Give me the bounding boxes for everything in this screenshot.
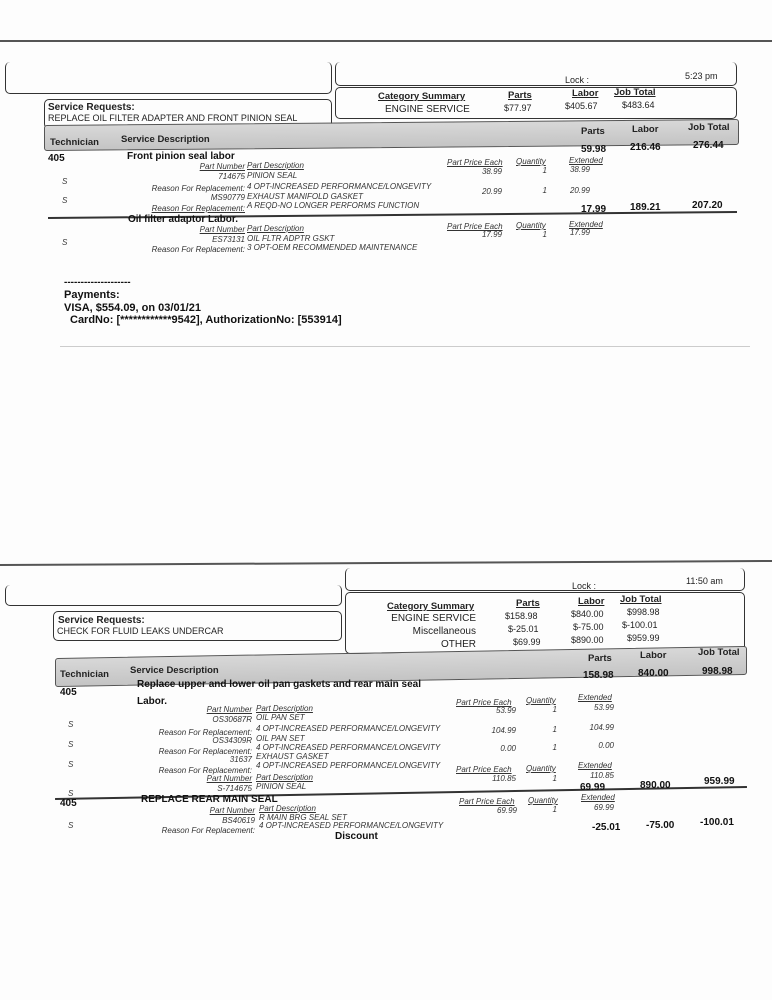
category-labor: $-75.00 bbox=[573, 622, 604, 632]
reason: 4 OPT-INCREASED PERFORMANCE/LONGEVITY bbox=[256, 724, 441, 733]
page-edge-line bbox=[0, 40, 772, 42]
part-description-label: Part Description bbox=[247, 224, 304, 233]
category-name: OTHER bbox=[441, 639, 476, 650]
part-price: 53.99 bbox=[495, 706, 516, 715]
job-total-header: Job Total bbox=[688, 122, 730, 133]
category-parts: $69.99 bbox=[513, 637, 541, 647]
category-name: Miscellaneous bbox=[412, 626, 476, 637]
service-description-header: Service Description bbox=[130, 665, 219, 676]
part-price: 17.99 bbox=[481, 230, 502, 239]
price-each-label: Part Price Each bbox=[447, 158, 503, 167]
job-total-header: Job Total bbox=[698, 647, 740, 658]
part-status: S bbox=[68, 740, 74, 749]
part-number: 31637 bbox=[229, 755, 252, 764]
part-price: 0.00 bbox=[500, 744, 516, 753]
header-box-right bbox=[335, 62, 737, 86]
part-number: OS34309R bbox=[212, 736, 252, 745]
discount-parts: -25.01 bbox=[592, 822, 621, 833]
payments-title: Payments: bbox=[64, 289, 120, 301]
part-price: 38.99 bbox=[481, 167, 502, 176]
part-qty: 1 bbox=[552, 743, 557, 752]
part-extended: 0.00 bbox=[598, 741, 614, 750]
part-price: 20.99 bbox=[481, 187, 502, 196]
quantity-label: Quantity bbox=[526, 764, 556, 773]
job-total-heading: Job Total bbox=[620, 594, 662, 605]
part-description-label: Part Description bbox=[259, 804, 316, 813]
job-total: 207.20 bbox=[692, 200, 723, 211]
part-description: OIL PAN SET bbox=[256, 734, 305, 743]
category-total: $959.99 bbox=[627, 633, 660, 643]
job-technician: 405 bbox=[60, 798, 77, 809]
part-description-label: Part Description bbox=[256, 704, 313, 713]
extended-label: Extended bbox=[569, 220, 603, 229]
part-status: S bbox=[62, 238, 68, 247]
category-name: ENGINE SERVICE bbox=[391, 613, 476, 624]
quantity-label: Quantity bbox=[526, 696, 556, 705]
technician-header: Technician bbox=[50, 137, 99, 148]
quantity-label: Quantity bbox=[516, 221, 546, 230]
parts-header: Parts bbox=[588, 653, 612, 664]
part-description-label: Part Description bbox=[247, 161, 304, 170]
part-price: 69.99 bbox=[496, 806, 517, 815]
category-total: $-100.01 bbox=[622, 620, 658, 630]
part-number-label: Part Number bbox=[199, 162, 245, 171]
reason: 4 OPT-INCREASED PERFORMANCE/LONGEVITY bbox=[256, 761, 441, 770]
part-number: ES73131 bbox=[212, 235, 245, 244]
service-requests-text: REPLACE OIL FILTER ADAPTER AND FRONT PINION SEAL bbox=[48, 113, 298, 123]
job-parts: 69.99 bbox=[580, 782, 606, 793]
job-total: 276.44 bbox=[693, 140, 724, 151]
job-technician: 405 bbox=[48, 153, 65, 164]
job-parts: 158.98 bbox=[583, 670, 614, 681]
quantity-label: Quantity bbox=[528, 796, 558, 805]
labor-heading: Labor bbox=[572, 88, 599, 99]
reason: 3 OPT-OEM RECOMMENDED MAINTENANCE bbox=[247, 243, 418, 252]
part-description-label: Part Description bbox=[256, 773, 313, 782]
discount-labor: -75.00 bbox=[646, 820, 675, 831]
job-title: Replace upper and lower oil pan gaskets and rear main seal bbox=[137, 679, 421, 690]
header-box-left bbox=[5, 62, 332, 94]
part-qty: 1 bbox=[552, 805, 557, 814]
job-total-heading: Job Total bbox=[614, 87, 656, 98]
part-description: EXHAUST GASKET bbox=[256, 752, 329, 761]
reason: A REQD-NO LONGER PERFORMS FUNCTION bbox=[247, 201, 420, 210]
category-total: $483.64 bbox=[622, 100, 655, 110]
price-each-label: Part Price Each bbox=[456, 765, 512, 774]
header-box-right bbox=[345, 568, 745, 591]
part-extended: 53.99 bbox=[593, 703, 614, 712]
header-box-left bbox=[5, 585, 342, 606]
payment-line: VISA, $554.09, on 03/01/21 bbox=[64, 302, 201, 314]
extended-label: Extended bbox=[578, 693, 612, 702]
page-edge-line bbox=[0, 560, 772, 566]
category-name: ENGINE SERVICE bbox=[385, 104, 470, 115]
part-status: S bbox=[62, 196, 68, 205]
part-status: S bbox=[68, 821, 74, 830]
parts-heading: Parts bbox=[516, 598, 540, 609]
service-requests-title: Service Requests: bbox=[48, 102, 135, 113]
job-parts: 59.98 bbox=[581, 144, 607, 155]
reason: 4 OPT-INCREASED PERFORMANCE/LONGEVITY bbox=[247, 182, 432, 191]
part-description: R MAIN BRG SEAL SET bbox=[259, 813, 347, 822]
reason-label: Reason For Replacement: bbox=[151, 184, 245, 193]
part-extended: 20.99 bbox=[569, 186, 590, 195]
reason-label: Reason For Replacement: bbox=[158, 747, 252, 756]
category-labor: $890.00 bbox=[571, 635, 604, 645]
part-status: S bbox=[68, 720, 74, 729]
time: 11:50 am bbox=[686, 576, 723, 586]
part-description: OIL FLTR ADPTR GSKT bbox=[247, 234, 335, 243]
reason-label: Reason For Replacement: bbox=[151, 204, 245, 213]
job-labor: 840.00 bbox=[638, 668, 669, 679]
category-total: $998.98 bbox=[627, 607, 660, 617]
job-title: Oil filter adaptor Labor. bbox=[128, 214, 239, 225]
labor-header: Labor bbox=[640, 650, 667, 661]
labor-heading: Labor bbox=[578, 596, 605, 607]
quantity-label: Quantity bbox=[516, 157, 546, 166]
part-qty: 1 bbox=[552, 705, 557, 714]
labor-header: Labor bbox=[632, 124, 659, 135]
reason-label: Reason For Replacement: bbox=[158, 766, 252, 775]
price-each-label: Part Price Each bbox=[447, 222, 503, 231]
reason-label: Reason For Replacement: bbox=[151, 245, 245, 254]
parts-header: Parts bbox=[581, 126, 605, 137]
part-number-label: Part Number bbox=[206, 774, 252, 783]
price-each-label: Part Price Each bbox=[459, 797, 515, 806]
technician-header: Technician bbox=[60, 669, 109, 680]
part-number: 714675 bbox=[218, 172, 245, 181]
part-extended: 69.99 bbox=[593, 803, 614, 812]
category-parts: $-25.01 bbox=[508, 624, 539, 634]
extended-label: Extended bbox=[569, 156, 603, 165]
reason-label: Reason For Replacement: bbox=[161, 826, 255, 835]
job-labor: 189.21 bbox=[630, 202, 661, 213]
part-description: PINION SEAL bbox=[256, 782, 307, 791]
parts-heading: Parts bbox=[508, 90, 532, 101]
part-status: S bbox=[62, 177, 68, 186]
part-price: 104.99 bbox=[491, 726, 516, 735]
part-status: S bbox=[68, 760, 74, 769]
service-description-header: Service Description bbox=[121, 134, 210, 145]
part-qty: 1 bbox=[542, 230, 547, 239]
part-price: 110.85 bbox=[492, 774, 516, 783]
category-summary-heading: Category Summary bbox=[387, 601, 475, 612]
reason: 4 OPT-INCREASED PERFORMANCE/LONGEVITY bbox=[256, 743, 441, 752]
job-parts: 17.99 bbox=[581, 204, 607, 215]
part-qty: 1 bbox=[552, 774, 557, 783]
part-description: OIL PAN SET bbox=[256, 713, 305, 722]
part-number-label: Part Number bbox=[209, 806, 255, 815]
category-labor: $840.00 bbox=[571, 609, 604, 619]
job-labor: 216.46 bbox=[630, 142, 661, 153]
reason: 4 OPT-INCREASED PERFORMANCE/LONGEVITY bbox=[259, 821, 444, 830]
part-extended: 104.99 bbox=[589, 723, 614, 732]
job-total: 998.98 bbox=[702, 666, 733, 677]
card-line: CardNo: [************9542], AuthorizationNo: [553914] bbox=[70, 314, 342, 326]
part-number-label: Part Number bbox=[199, 225, 245, 234]
part-qty: 1 bbox=[552, 725, 557, 734]
part-number: BS40619 bbox=[222, 816, 255, 825]
discount-total: -100.01 bbox=[700, 817, 734, 828]
lock-label: Lock : bbox=[572, 581, 597, 591]
part-status: S bbox=[68, 789, 74, 798]
part-description: PINION SEAL bbox=[247, 171, 298, 180]
part-description: EXHAUST MANIFOLD GASKET bbox=[247, 192, 364, 201]
job-title-cont: Labor. bbox=[137, 696, 168, 707]
category-parts: $158.98 bbox=[505, 611, 538, 621]
part-qty: 1 bbox=[542, 186, 547, 195]
part-number: MS90779 bbox=[210, 193, 245, 202]
service-requests-title: Service Requests: bbox=[58, 615, 145, 626]
part-number: S-714675 bbox=[217, 784, 252, 793]
time: 5:23 pm bbox=[685, 71, 718, 81]
price-each-label: Part Price Each bbox=[456, 698, 512, 707]
part-number: OS30687R bbox=[212, 715, 252, 724]
job-title: Front pinion seal labor bbox=[127, 151, 235, 162]
part-number-label: Part Number bbox=[206, 705, 252, 714]
job-labor: 890.00 bbox=[640, 780, 671, 791]
job-title: REPLACE REAR MAIN SEAL bbox=[141, 794, 278, 805]
reason-label: Reason For Replacement: bbox=[158, 728, 252, 737]
category-parts: $77.97 bbox=[504, 103, 532, 113]
tear-line bbox=[60, 346, 750, 347]
category-labor: $405.67 bbox=[565, 101, 598, 111]
discount-label: Discount bbox=[335, 831, 378, 842]
job-technician: 405 bbox=[60, 687, 77, 698]
job-total: 959.99 bbox=[704, 776, 735, 787]
part-extended: 17.99 bbox=[569, 228, 590, 237]
extended-label: Extended bbox=[581, 793, 615, 802]
part-extended: 110.85 bbox=[590, 771, 614, 780]
extended-label: Extended bbox=[578, 761, 612, 770]
part-qty: 1 bbox=[542, 166, 547, 175]
lock-label: Lock : bbox=[565, 75, 590, 85]
category-summary-heading: Category Summary bbox=[378, 91, 466, 102]
service-requests-text: CHECK FOR FLUID LEAKS UNDERCAR bbox=[57, 626, 224, 636]
part-extended: 38.99 bbox=[569, 165, 590, 174]
separator-dashes: -------------------- bbox=[64, 277, 131, 288]
